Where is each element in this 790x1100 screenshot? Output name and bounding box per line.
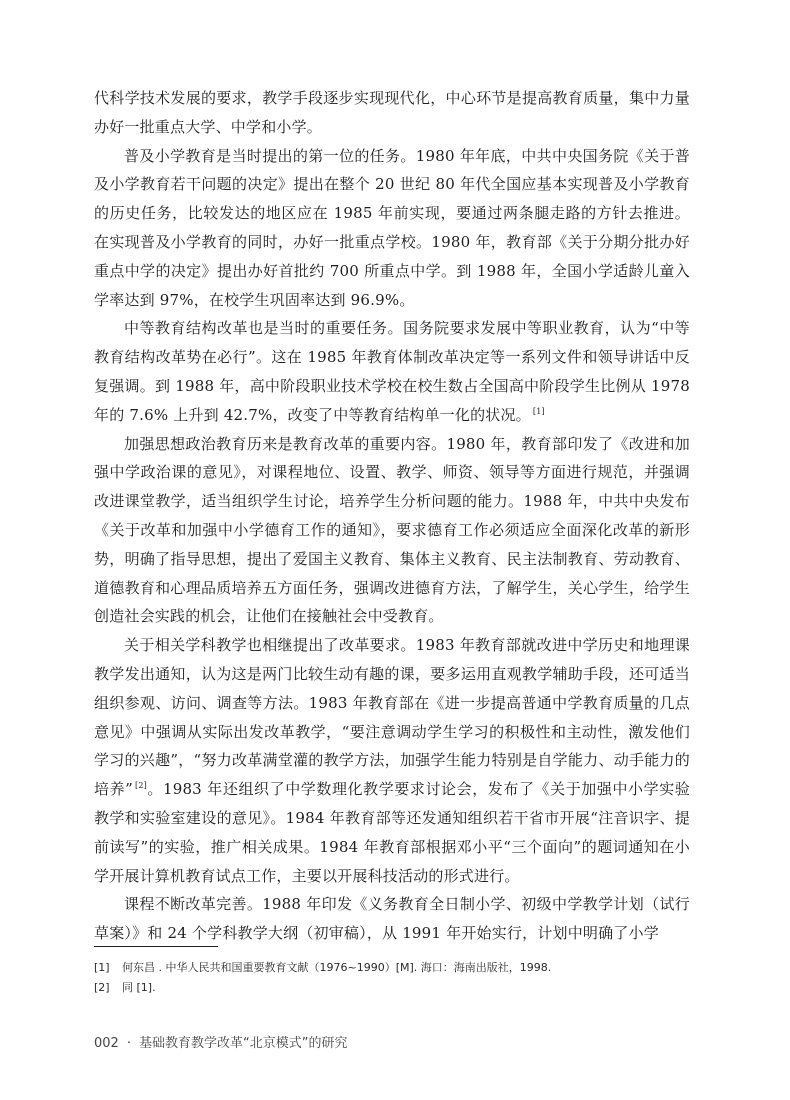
paragraph-curriculum: 课程不断改革完善。1988 年印发《义务教育全日制小学、初级中学教学计划（试行草案）》和 24 个学科教学大纲（初审稿），从 1991 年开始实行，计划中明确了小学	[94, 895, 690, 943]
footnote-number: [1]	[94, 961, 110, 974]
paragraph-secondary-structure: 中等教育结构改革也是当时的重要任务。国务院要求发展中等职业教育，认为“中等教育结构改革势在必行”。这在 1985 年教育体制改革决定等一系列文件和领导讲话中反复强调。到 1988 年，高中阶段职业技术学校在校生数占全国高中阶段学生比例从 1978 年的 7.6% 上升到 42.7%，改变了中等教育结构单一化的状况。 [1]	[94, 319, 690, 424]
footnote-ref-1: [1]	[532, 406, 545, 416]
footnote-2	[94, 978, 690, 998]
paragraph-continued: 代科学技术发展的要求，教学手段逐步实现现代化，中心环节是提高教育质量，集中力量办好一批重点大学、中学和小学。	[94, 89, 690, 136]
footnote-text: 何东昌 . 中华人民共和国重要教育文献（1976~1990）[M]. 海口：海南出版社，1998.	[122, 961, 552, 974]
footnote-text: 同 [1].	[122, 981, 156, 994]
footnotes	[94, 958, 690, 998]
footnote-1	[94, 958, 690, 978]
footer-separator: ·	[126, 1036, 131, 1051]
paragraph-subject-teaching: 关于相关学科教学也相继提出了改革要求。1983 年教育部就改进中学历史和地理课教学发出通知，认为这是两门比较生动有趣的课，要多运用直观教学辅助手段，还可适当组织参观、访问、调查等方法。1983 年教育部在《进一步提高普通中学教育质量的几点意见》中强调从实际出发改革教学，“要注意调动学生学习的积极性和主动性，激发他们学习的兴趣”，“努力改革满堂灌的教学方法，加强学生能力特别是自学能力、动手能力的培养” [2]。1983 年还组织了中学数理化教学要求讨论会，发布了《关于加强中小学实验教学和实验室建设的意见》。1984 年教育部等还发通知组织若干省市开展“注音识字、提前读写”的实验，推广相关成果。1984 年教育部根据邓小平“三个面向”的题词通知在小学开展计算机教育试点工作，主要以开展科技活动的形式进行。	[94, 636, 690, 885]
footnote-divider	[94, 946, 218, 947]
page-number: 002	[94, 1036, 119, 1051]
paragraph-primary-education: 普及小学教育是当时提出的第一位的任务。1980 年年底，中共中央国务院《关于普及小学教育若干问题的决定》提出在整个 20 世纪 80 年代全国应基本实现普及小学教育的历史任务，比较发达的地区应在 1985 年前实现，要通过两条腿走路的方针去推进。在实现普及小学教育的同时，办好一批重点学校。1980 年，教育部《关于分期分批办好重点中学的决定》提出办好首批约 700 所重点中学。到 1988 年，全国小学适龄儿童入学率达到 97%，在校学生巩固率达到 96.9%。	[94, 146, 690, 309]
footnote-ref-2: [2]	[135, 781, 147, 791]
paragraph-moral-education: 加强思想政治教育历来是教育改革的重要内容。1980 年，教育部印发了《改进和加强中学政治课的意见》，对课程地位、设置、教学、师资、领导等方面进行规范，并强调改进课堂教学，适当组织学生讨论，培养学生分析问题的能力。1988 年，中共中央发布《关于改革和加强中小学德育工作的通知》，要求德育工作必须适应全面深化改革的新形势，明确了指导思想，提出了爱国主义教育、集体主义教育、民主法制教育、劳动教育、道德教育和心理品质培养五方面任务，强调改进德育方法，了解学生，关心学生，给学生创造社会实践的机会，让他们在接触社会中受教育。	[94, 434, 690, 626]
book-title: 基础教育教学改革“北京模式”的研究	[138, 1036, 348, 1051]
footnote-number: [2]	[94, 981, 110, 994]
running-footer	[94, 1032, 347, 1051]
body-text	[94, 84, 690, 948]
